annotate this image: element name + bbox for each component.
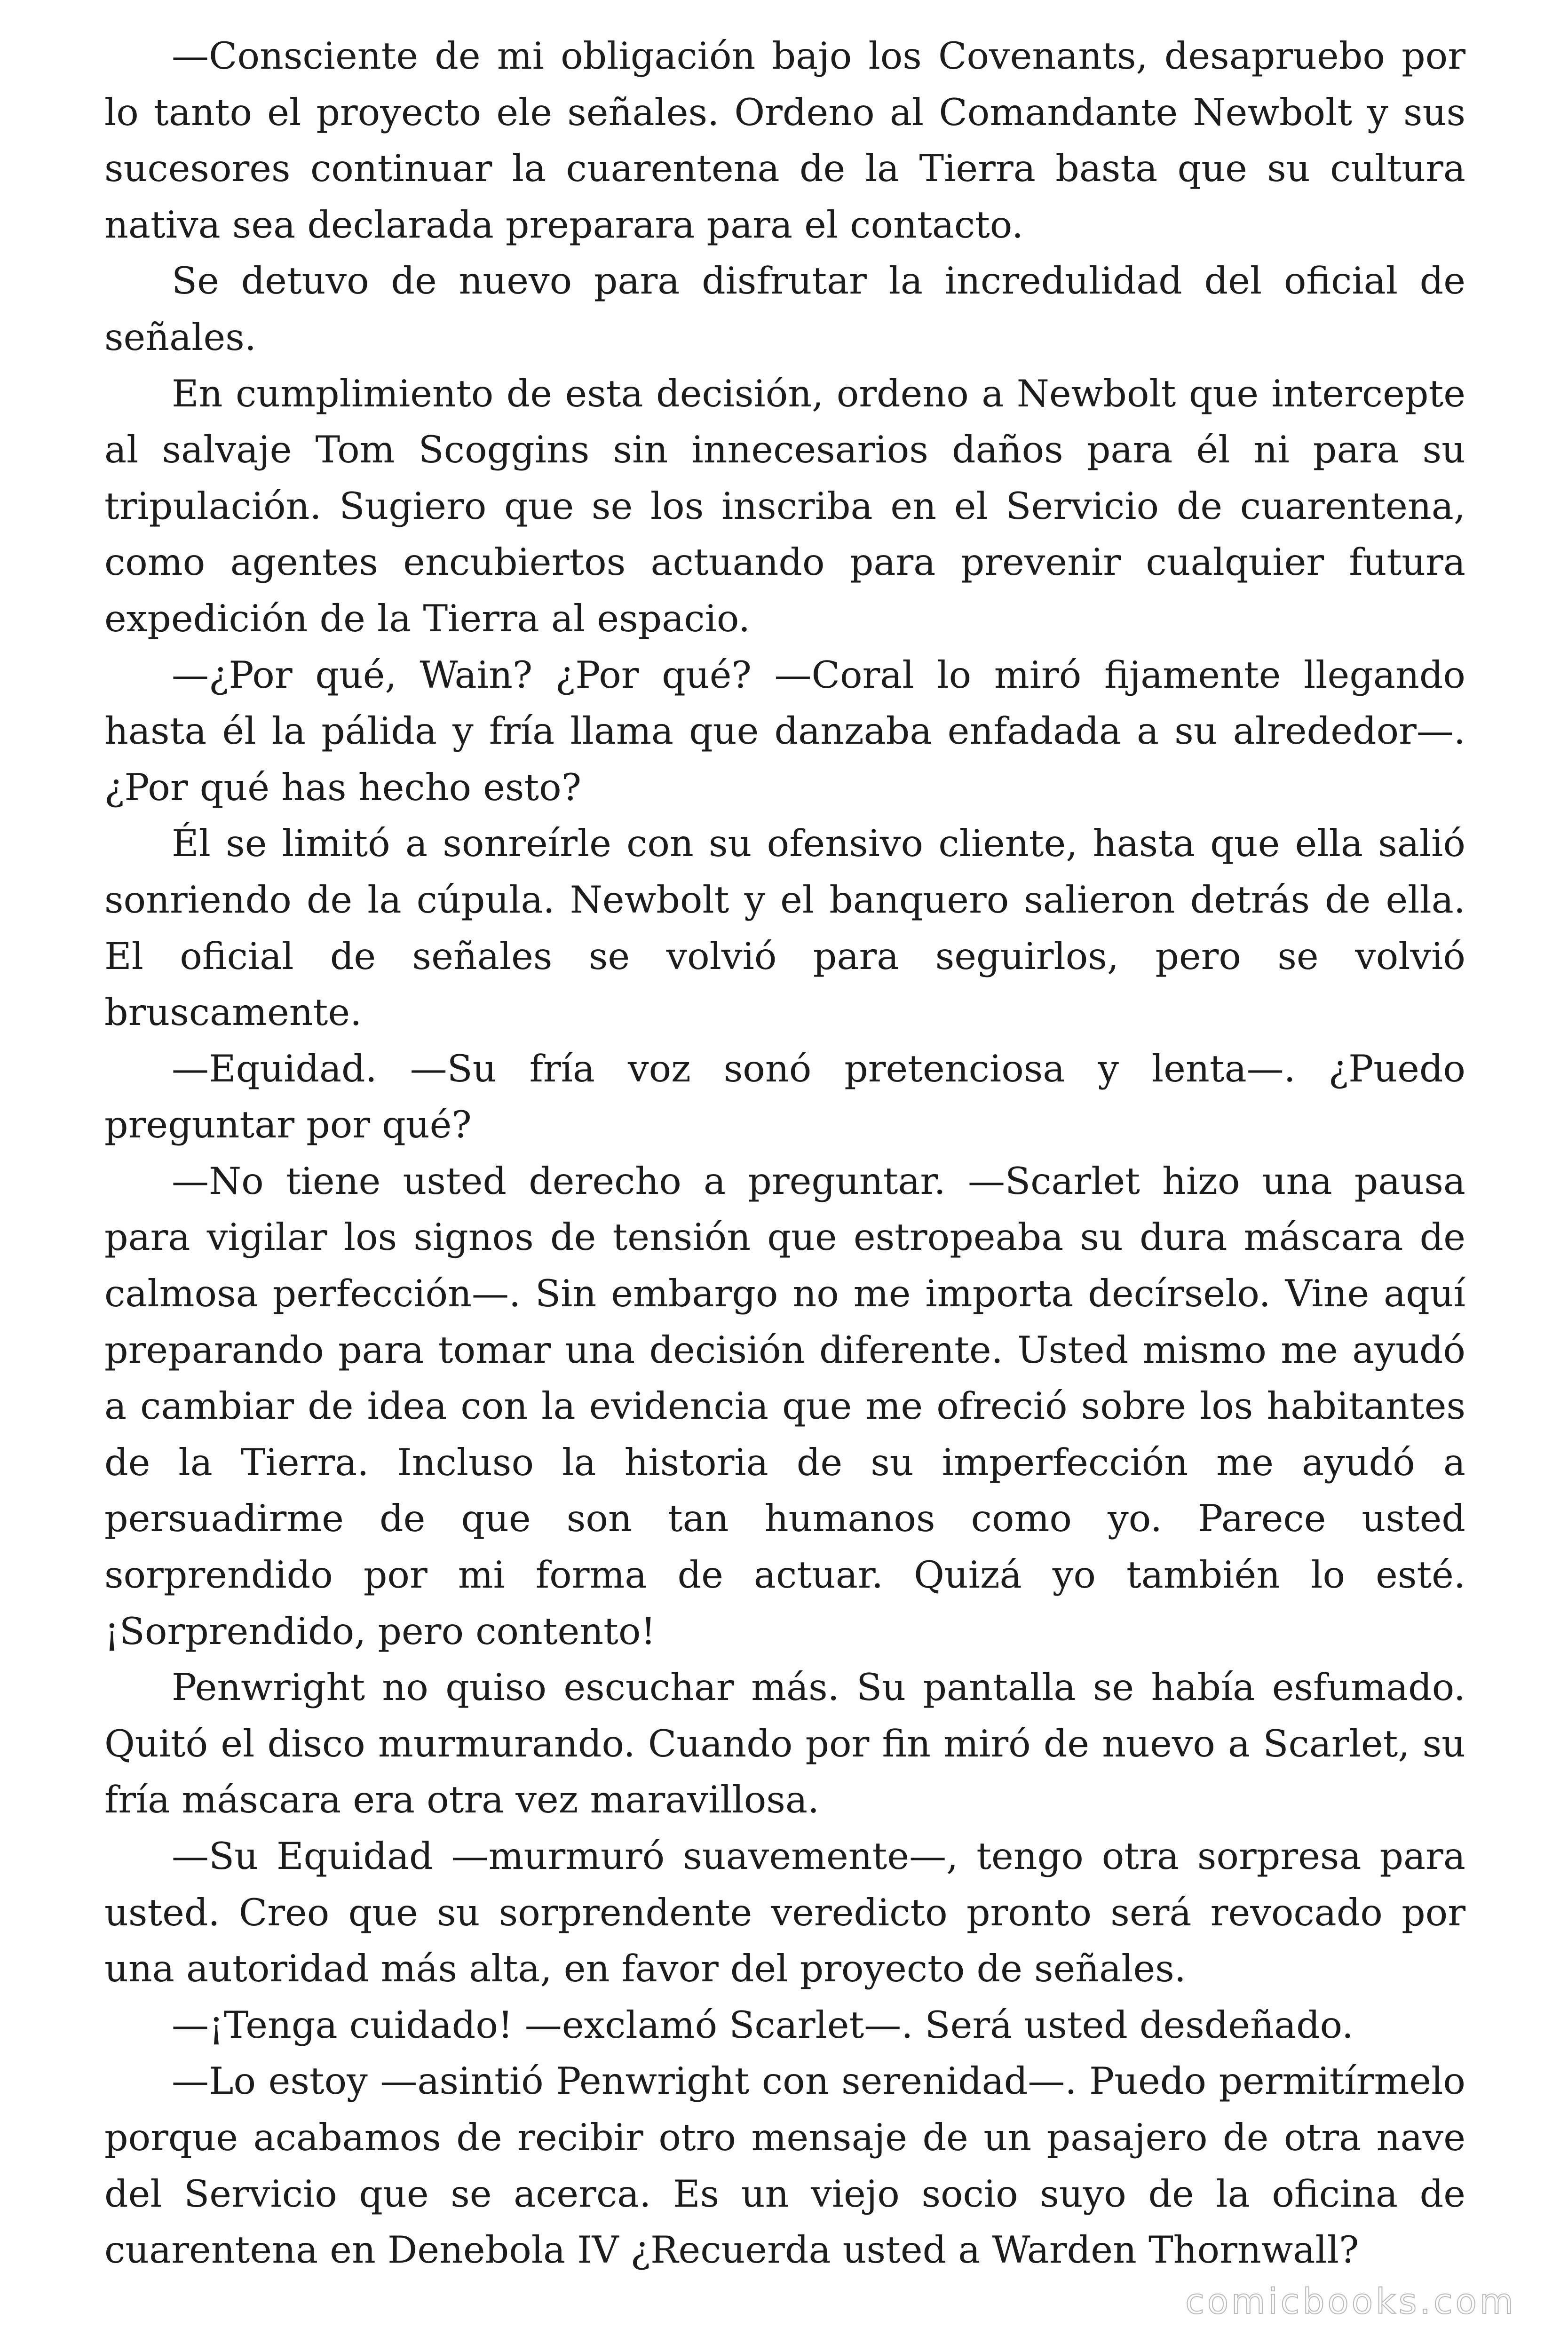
paragraph-3: En cumplimiento de esta decisión, ordeno a Newbolt que intercepte al salvaje Tom Scoggins sin innecesarios daños para él ni para su tripulación. Sugiero que se los inscriba en el Servicio de cuarentena, como agentes encubiertos actuando para prevenir cualquier futura expedición de la Tierra al espacio. bbox=[104, 372, 1465, 640]
paragraph-6: —Equidad. —Su fría voz sonó pretenciosa y lenta—. ¿Puedo preguntar por qué? bbox=[104, 1047, 1465, 1147]
paragraph-4: —¿Por qué, Wain? ¿Por qué? —Coral lo miró fijamente llegando hasta él la pálida y fría llama que danzaba enfadada a su alrededor—. ¿Por qué has hecho esto? bbox=[104, 653, 1465, 809]
paragraph-8: Penwright no quiso escuchar más. Su pantalla se había esfumado. Quitó el disco murmurando. Cuando por fin miró de nuevo a Scarlet, su fría máscara era otra vez maravillosa. bbox=[104, 1666, 1465, 1822]
paragraph-2: Se detuvo de nuevo para disfrutar la incredulidad del oficial de señales. bbox=[104, 259, 1465, 359]
book-page-text bbox=[104, 28, 1465, 2279]
paragraph-7: —No tiene usted derecho a preguntar. —Scarlet hizo una pausa para vigilar los signos de tensión que estropeaba su dura máscara de calmosa perfección—. Sin embargo no me importa decírselo. Vine aquí preparando para tomar una decisión diferente. Usted mismo me ayudó a cambiar de idea con la evidencia que me ofreció sobre los habitantes de la Tierra. Incluso la historia de su imperfección me ayudó a persuadirme de que son tan humanos como yo. Parece usted sorprendido por mi forma de actuar. Quizá yo también lo esté. ¡Sorprendido, pero contento! bbox=[104, 1159, 1465, 1653]
paragraph-1: —Consciente de mi obligación bajo los Covenants, desapruebo por lo tanto el proyecto ele señales. Ordeno al Comandante Newbolt y sus sucesores continuar la cuarentena de la Tierra basta que su cultura nativa sea declarada preparara para el contacto. bbox=[104, 34, 1465, 246]
watermark: comicbooks.com bbox=[1185, 2281, 1516, 2322]
paragraph-5: Él se limitó a sonreírle con su ofensivo cliente, hasta que ella salió sonriendo de la cúpula. Newbolt y el banquero salieron detrás de ella. El oficial de señales se volvió para seguirlos, pero se volvió bruscamente. bbox=[104, 822, 1465, 1034]
paragraph-9: —Su Equidad —murmuró suavemente—, tengo otra sorpresa para usted. Creo que su sorprendente veredicto pronto será revocado por una autoridad más alta, en favor del proyecto de señales. bbox=[104, 1835, 1465, 1991]
paragraph-10: —¡Tenga cuidado! —exclamó Scarlet—. Será usted desdeñado. bbox=[172, 2003, 1354, 2047]
paragraph-11: —Lo estoy —asintió Penwright con serenidad—. Puedo permitírmelo porque acabamos de recibir otro mensaje de un pasajero de otra nave del Servicio que se acerca. Es un viejo socio suyo de la oficina de cuarentena en Denebola IV ¿Recuerda usted a Warden Thornwall? bbox=[104, 2059, 1465, 2272]
